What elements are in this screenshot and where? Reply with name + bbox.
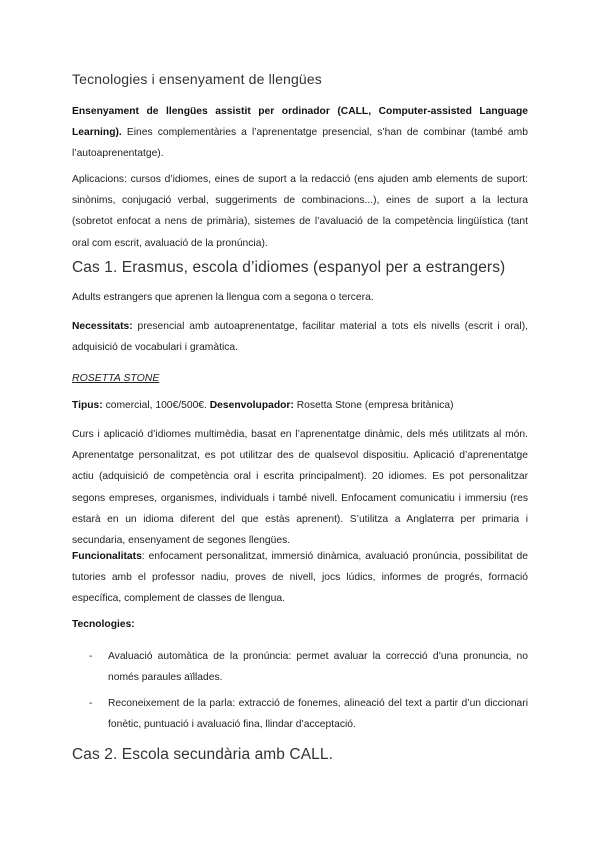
applications-paragraph: Aplicacions: cursos d’idiomes, eines de suport a la redacció (ens ajuden amb elements de suport: sinònims, conjugació verbal, suggeriments de combinacions...), eines de suport a la lectura (sobretot enfocat a nens de primària), sistemes de l’avaluació de la competència lingüística (tant oral com escrit, avaluació de la pronúncia). bbox=[72, 174, 528, 249]
case1-intro: Adults estrangers que aprenen la llengua com a segona o tercera. bbox=[72, 292, 374, 303]
call-text: Eines complementàries a l’aprenentatge presencial, s’han de combinar (també amb l’autoaprenentatge). bbox=[72, 127, 528, 160]
description-paragraph: Curs i aplicació d’idiomes multimèdia, basat en l’aprenentatge dinàmic, dels més utilitzats al món. Aprenentatge personalitzat, es pot utilitzar des de qualsevol dispositiu. Aplicació d’aprenentatge actiu (adquisició de competència oral i escrita principalment). 20 idiomes. Es pot personalitzar segons empreses, organismes, individuals i també nivell. Enfocament comunicatiu i immersiu (res estarà en un idioma diferent del que estàs aprenent). S’utilitza a Anglaterra per primaria i secundaria, ensenyament de segones llengües. bbox=[72, 429, 528, 547]
case2-heading: Cas 2. Escola secundària amb CALL. bbox=[72, 746, 334, 763]
list-item bbox=[91, 693, 528, 735]
call-paragraph bbox=[72, 101, 528, 165]
functionalities-text: : enfocament personalitzat, immersió dinàmica, avaluació pronúncia, possibilitat de tutories amb el professor nadiu, proves de nivell, jocs lúdics, informes de progrés, formació específica, complement de classes de llengua. bbox=[72, 551, 528, 605]
bullet-dash: - bbox=[89, 698, 93, 709]
technologies-heading bbox=[72, 614, 528, 635]
list-item bbox=[91, 646, 528, 688]
type-text: comercial, 100€/500€. bbox=[102, 400, 210, 411]
needs-label: Necessitats: bbox=[72, 321, 133, 332]
bullet-dash: - bbox=[89, 651, 93, 662]
needs-paragraph bbox=[72, 316, 528, 358]
functionalities-label: Funcionalitats bbox=[72, 551, 142, 562]
type-developer-line bbox=[72, 395, 528, 416]
technologies-label: Tecnologies: bbox=[72, 619, 135, 630]
needs-text: presencial amb autoaprenentatge, facilitar material a tots els nivells (escrit i oral), adquisició de vocabulari i gramàtica. bbox=[72, 321, 528, 354]
functionalities-paragraph bbox=[72, 546, 528, 610]
developer-text: Rosetta Stone (empresa britànica) bbox=[293, 400, 454, 411]
document-title: Tecnologies i ensenyament de llengües bbox=[72, 71, 322, 87]
developer-label: Desenvolupador: bbox=[209, 400, 294, 411]
case1-heading: Cas 1. Erasmus, escola d’idiomes (espanyol per a estrangers) bbox=[72, 259, 506, 276]
product-link-row bbox=[72, 368, 528, 387]
list-item-text: Avaluació automàtica de la pronúncia: permet avaluar la correcció d’una pronuncia, no només paraules aïllades. bbox=[108, 651, 528, 684]
rosetta-stone-link[interactable]: ROSETTA STONE bbox=[72, 372, 160, 384]
call-bold-lead: Ensenyament de llengües assistit per ordinador (CALL, Computer-assisted Language Learning). bbox=[72, 106, 528, 139]
list-item-text: Reconeixement de la parla: extracció de fonemes, alineació del text a partir d’un diccionari fonètic, puntuació i avaluació fina, llindar d’acceptació. bbox=[108, 698, 528, 731]
type-label: Tipus: bbox=[72, 400, 103, 411]
